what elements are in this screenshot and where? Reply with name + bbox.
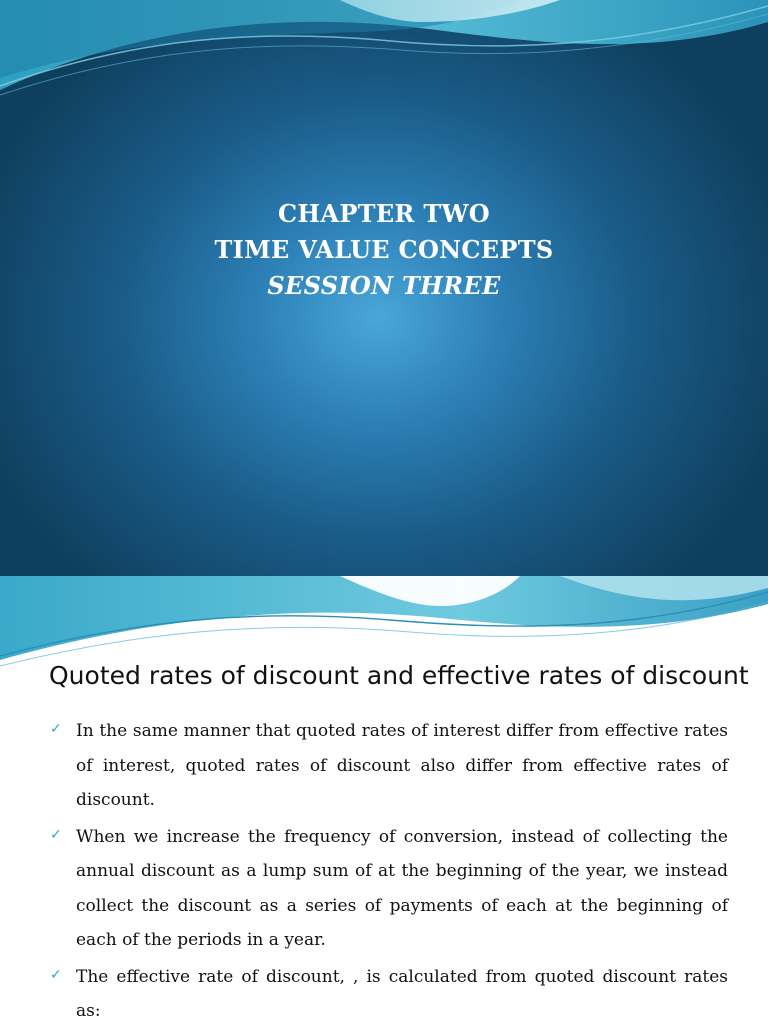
content-slide xyxy=(0,576,768,1024)
slide-title xyxy=(0,196,768,304)
header-wave-decoration xyxy=(0,576,768,671)
bullet-list xyxy=(50,714,728,1024)
header-wave-decoration xyxy=(0,0,768,110)
chapter-title: CHAPTER TWO xyxy=(278,199,490,228)
bullet-text: In the same manner that quoted rates of interest differ from effective rates of interest, quoted rates of discount also differ from effective rates of discount. xyxy=(76,721,728,810)
bullet-text: The effective rate of discount, , is calculated from quoted discount rates as: xyxy=(76,966,728,1021)
chapter-subtitle: TIME VALUE CONCEPTS xyxy=(214,235,554,264)
checkmark-icon: ✓ xyxy=(50,721,62,737)
checkmark-icon: ✓ xyxy=(50,826,62,843)
bullet-item xyxy=(50,714,728,818)
bullet-text: When we increase the frequency of conversion, instead of collecting the annual discount as a lump sum of at the beginning of the year, we instead collect the discount as a series of payments of each at the beginning of each of the periods in a year. xyxy=(76,826,728,950)
bullet-item xyxy=(50,820,728,958)
slide-heading: Quoted rates of discount and effective rates of discount xyxy=(49,661,749,690)
checkmark-icon: ✓ xyxy=(50,966,62,983)
session-title: SESSION THREE xyxy=(267,271,501,300)
bullet-item xyxy=(50,960,728,1024)
